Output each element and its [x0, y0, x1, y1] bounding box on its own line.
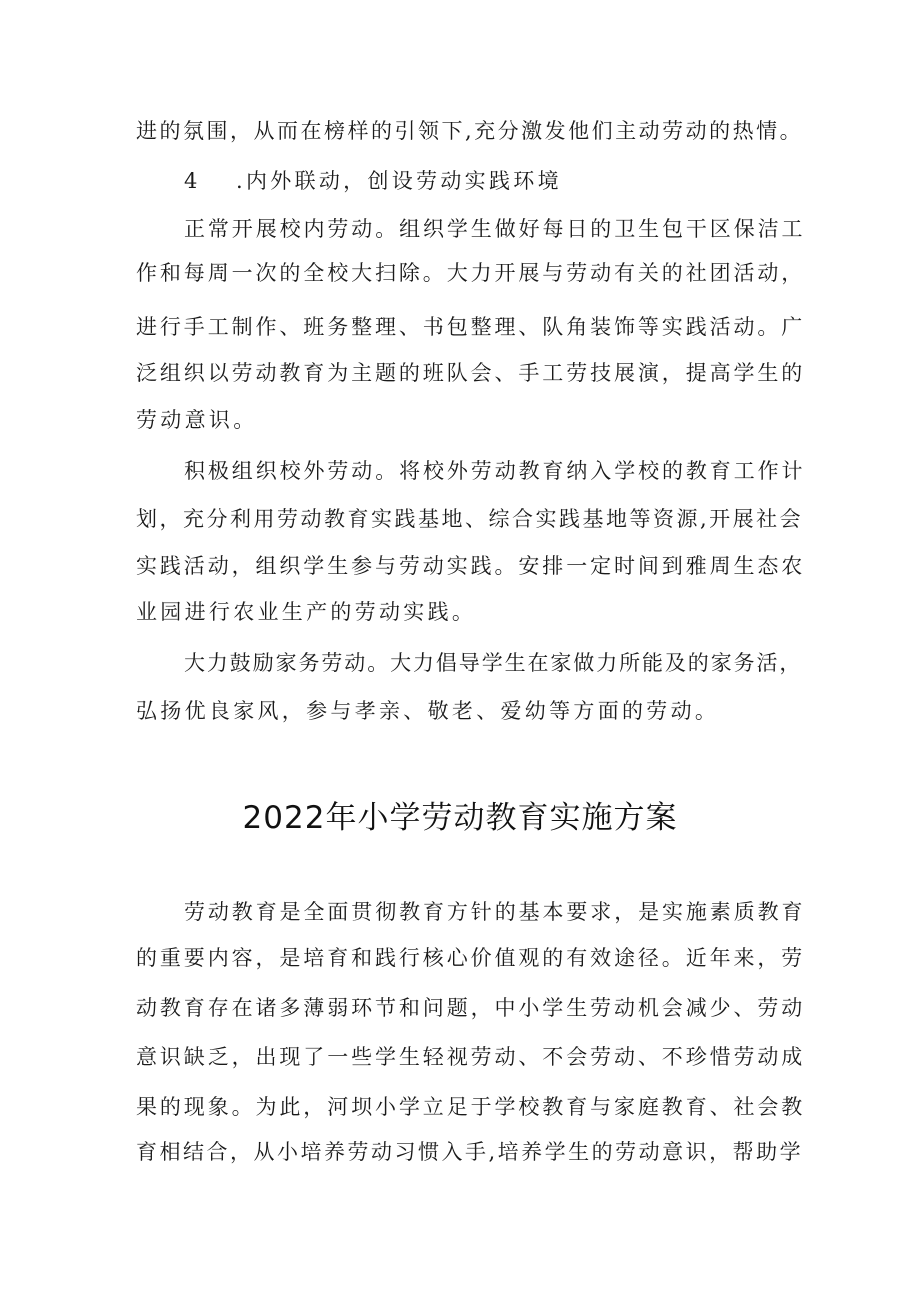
section-heading-number: 4 [184, 169, 201, 193]
paragraph-line: 育相结合，从小培养劳动习惯入手,培养学生的劳动意识，帮助学 [136, 1140, 804, 1164]
section-heading [184, 167, 806, 195]
paragraph-line: 划，充分利用劳动教育实践基地、综合实践基地等资源,开展社会 [136, 507, 804, 531]
paragraph-line: 泛组织以劳动教育为主题的班队会、手工劳技展演，提高学生的 [136, 361, 806, 385]
paragraph-line: 劳动意识。 [136, 408, 258, 432]
paragraph-line: 进的氛围，从而在榜样的引领下,充分激发他们主动劳动的热情。 [136, 119, 804, 143]
paragraph-line: 弘扬优良家风，参与孝亲、敬老、爱幼等方面的劳动。 [136, 699, 720, 723]
section-heading-text: .内外联动，创设劳动实践环境 [236, 169, 562, 193]
paragraph-line: 劳动教育是全面贯彻教育方针的基本要求，是实施素质教育 [184, 900, 806, 924]
paragraph-line: 的重要内容，是培育和践行核心价值观的有效途径。近年来，劳 [136, 946, 806, 970]
paragraph-line: 积极组织校外劳动。将校外劳动教育纳入学校的教育工作计 [184, 459, 806, 483]
paragraph-line: 正常开展校内劳动。组织学生做好每日的卫生包干区保洁工 [184, 217, 806, 241]
paragraph-line: 果的现象。为此，河坝小学立足于学校教育与家庭教育、社会教 [136, 1095, 806, 1119]
paragraph-line: 大力鼓励家务劳动。大力倡导学生在家做力所能及的家务活， [184, 651, 803, 675]
paragraph-line: 进行手工制作、班务整理、书包整理、队角装饰等实践活动。广 [136, 315, 806, 339]
document-title: 2022年小学劳动教育实施方案 [242, 800, 678, 836]
paragraph-line: 实践活动，组织学生参与劳动实践。安排一定时间到雅周生态农 [136, 554, 806, 578]
paragraph-line: 意识缺乏，出现了一些学生轻视劳动、不会劳动、不珍惜劳动成 [136, 1045, 806, 1069]
paragraph-line: 动教育存在诸多薄弱环节和问题，中小学生劳动机会减少、劳动 [136, 996, 806, 1020]
paragraph-line: 业园进行农业生产的劳动实践。 [136, 600, 477, 624]
paragraph-line: 作和每周一次的全校大扫除。大力开展与劳动有关的社团活动， [136, 261, 806, 285]
